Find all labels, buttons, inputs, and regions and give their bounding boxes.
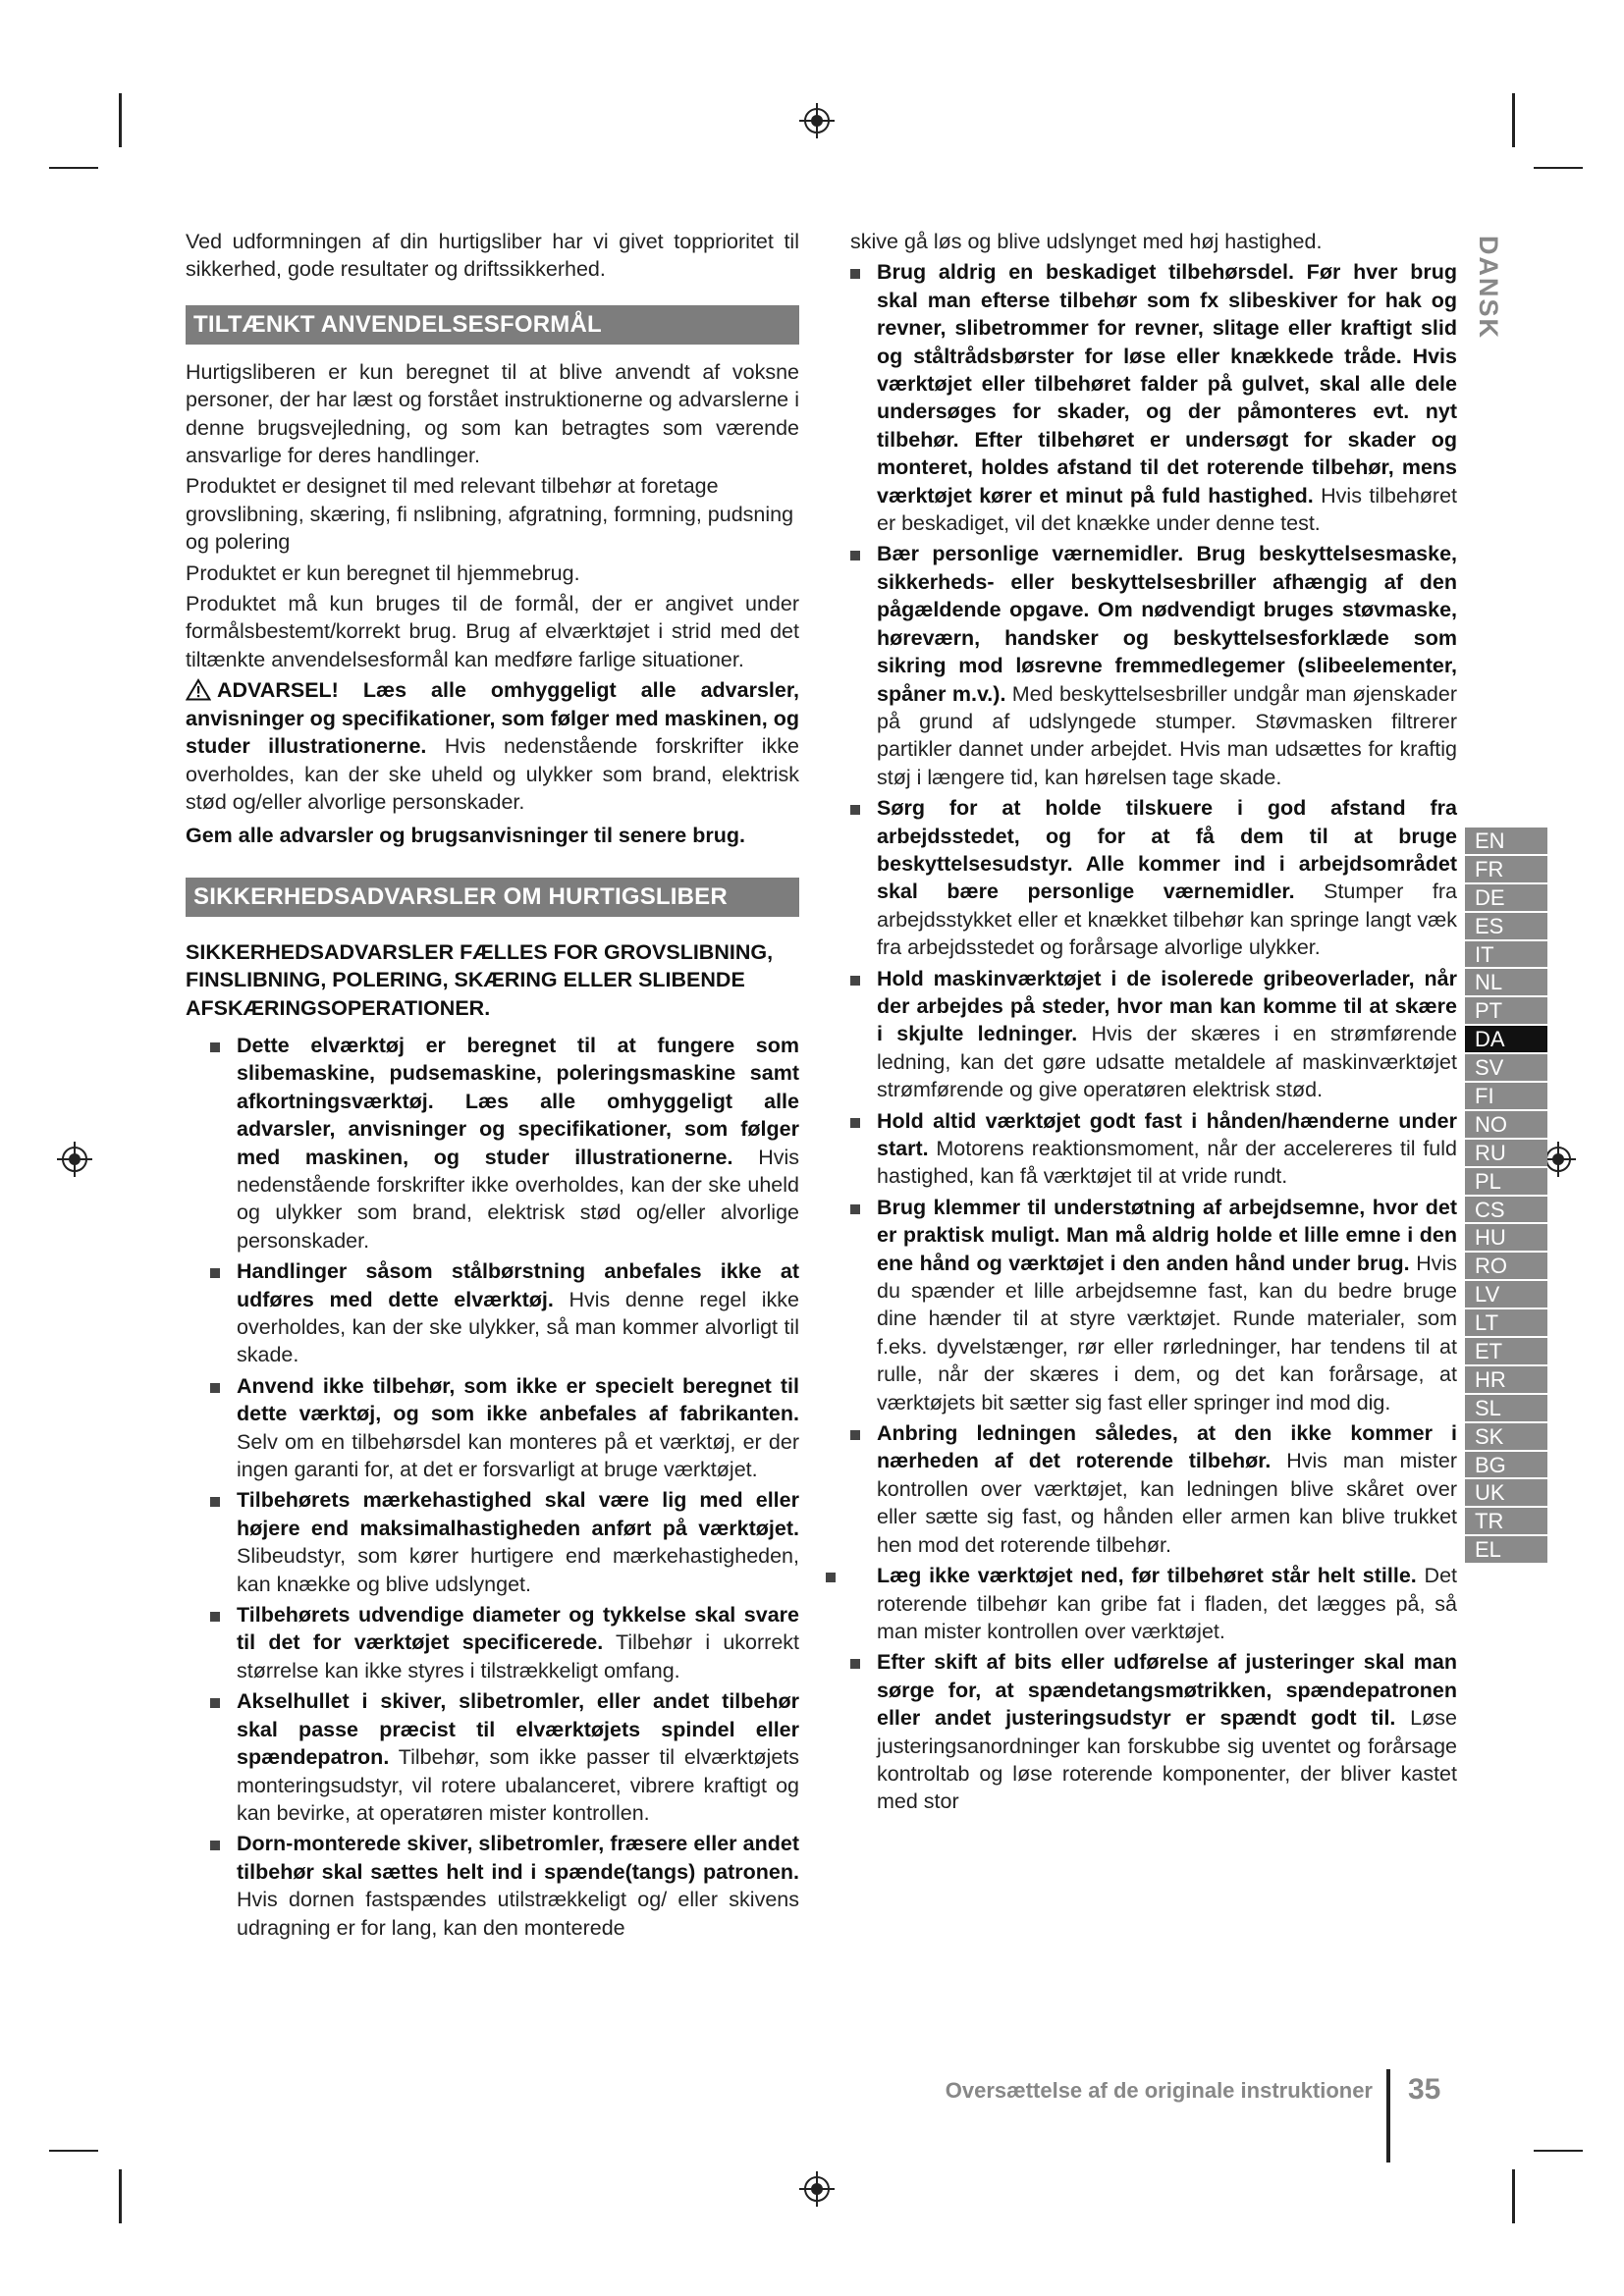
language-tab-pl: PL	[1465, 1168, 1547, 1197]
bullet-bold-text: Brug klemmer til understøtning af arbejdsemne, hvor det er praktisk muligt. Man må aldrig holde et lille emne i den ene hånd og værktøjet i den anden hånd under brug.	[877, 1195, 1457, 1275]
bullet-text: Hvis der skæres i en strømførende ledning, kan det gøre udsatte metaldele af maskinværktøjet strømførende og give operatøren elektrisk stød.	[877, 1022, 1457, 1102]
bullet-item	[210, 1601, 799, 1684]
bullet-bold-text: Hold maskinværktøjet i de isolerede gribeoverlader, når der arbejdes på steder, hvor man kan komme til at skære i skjulte ledninger.	[877, 966, 1457, 1046]
bullet-bold-text: Anbring ledningen således, at den ikke kommer i nærheden af det roterende tilbehør.	[877, 1421, 1457, 1473]
language-tab-hu: HU	[1465, 1224, 1547, 1253]
bullet-item	[850, 794, 1457, 961]
crop-mark	[1534, 2150, 1583, 2152]
bullet-text: Slibeudstyr, som kører hurtigere end mærkehastigheden, kan knække og blive udslynget.	[237, 1544, 799, 1596]
bullet-item	[850, 540, 1457, 791]
bullet-item	[826, 1562, 1457, 1645]
bullet-item	[210, 1372, 799, 1484]
bullet-bold-text: Anvend ikke tilbehør, som ikke er specielt beregnet til dette værktøj, og som ikke anbefales af fabrikanten.	[237, 1373, 799, 1426]
bullet-bold-text: Bær personlige værnemidler. Brug beskyttelsesmaske, sikkerheds- eller beskyttelsesbriller afhængig af den pågældende opgave. Om nødvendigt bruges støvmaske, høreværn, handsker og beskyttelsesforklæde som sikring mod løsrevne fremmedlegemer (slibeelementer, spåner m.v.).	[877, 542, 1457, 706]
bullet-item	[210, 1687, 799, 1827]
bullet-item	[850, 1194, 1457, 1416]
left-column	[186, 228, 799, 1945]
bullet-item	[850, 1419, 1457, 1559]
bullet-text: Løse justeringsanordninger kan forskubbe sig uventet og forårsage kontroltab og løse roterende komponenter, der bliver kastet med stor	[877, 1706, 1457, 1814]
bullet-text: Tilbehør i ukorrekt størrelse kan ikke styres i tilstrækkeligt omfang.	[237, 1630, 799, 1682]
bullet-text: Selv om en tilbehørsdel kan monteres på et værktøj, er der ingen garanti for, at det er forsvarligt at bruge værktøjet.	[237, 1429, 799, 1482]
language-tab-sv: SV	[1465, 1054, 1547, 1083]
bullet-bold-text: Efter skift af bits eller udførelse af justeringer skal man sørge for, at spændetangsmøtrikken, spændepatronen eller andet justeringsudstyr er spændt godt til.	[877, 1650, 1457, 1731]
crop-mark	[119, 93, 122, 147]
bullet-item	[850, 258, 1457, 537]
bullet-text: Stumper fra arbejdsstykket eller et knækket tilbehør kan springe langt væk fra arbejdsstedet og forårsage alvorlige ulykker.	[877, 880, 1457, 960]
bullet-bold-text: Tilbehørets udvendige diameter og tykkelse skal svare til det for værktøjet specificerede.	[237, 1603, 799, 1655]
language-tab-sl: SL	[1465, 1395, 1547, 1423]
keep-instructions	[186, 822, 799, 849]
language-tab-ro: RO	[1465, 1253, 1547, 1281]
bullet-item	[850, 1107, 1457, 1191]
bullet-bold-text: Hold altid værktøjet godt fast i hånden/hænderne under start.	[877, 1108, 1457, 1160]
bullet-text: Hvis du spænder et lille arbejdsemne fast, kan du bedre bruge dine hænder til at styre værktøjet. Runde materialer, som f.eks. dyvelstænger, rør eller rørledninger, har tendens til at rulle, når der skæres i dem, og det kan forårsage, at værktøjets bit sætter sig fast eller springer ind mod dig.	[877, 1251, 1458, 1415]
continuation-text: skive gå løs og blive udslynget med høj hastighed.	[850, 230, 1323, 253]
crop-mark	[1512, 2169, 1515, 2223]
crop-mark	[1512, 93, 1515, 147]
bullet-item	[850, 1648, 1457, 1815]
registration-mark-icon	[797, 101, 837, 140]
language-tabs	[1465, 828, 1547, 1565]
section-heading: TILTÆNKT ANVENDELSESFORMÅL	[186, 305, 799, 345]
bullet-item	[210, 1830, 799, 1942]
intro-paragraph: Ved udformningen af din hurtigsliber har vi givet topprioritet til sikkerhed, gode resultater og driftssikkerhed.	[186, 230, 799, 282]
bullet-bold-text: Dette elværktøj er beregnet til at fungere som slibemaskine, pudsemaskine, poleringsmaskine samt afkortningsværktøj. Læs alle omhyggeligt alle advarsler, anvisninger og specifikationer, som følger med maskinen, og studer illustrationerne.	[237, 1033, 799, 1169]
warning-text: Hvis nedenstående forskrifter ikke overholdes, kan der ske uheld og ulykker som brand, elektrisk stød og/eller alvorlige personskader.	[186, 734, 799, 814]
section-heading: SIKKERHEDSADVARSLER OM HURTIGSLIBER	[186, 878, 799, 917]
bullet-text: Det roterende tilbehør kan gribe fat i fladen, det lægges på, så man mister kontrollen over værktøjet.	[877, 1564, 1457, 1643]
crop-mark	[49, 167, 98, 169]
language-tab-hr: HR	[1465, 1366, 1547, 1395]
crop-mark	[1534, 167, 1583, 169]
registration-mark-icon	[55, 1140, 94, 1179]
side-language-label	[1469, 234, 1504, 342]
crop-mark	[49, 2150, 98, 2152]
language-tab-uk: UK	[1465, 1479, 1547, 1508]
language-tab-fr: FR	[1465, 856, 1547, 884]
bullet-text: Hvis dornen fastspændes utilstrækkeligt og/ eller skivens udragning er for lang, kan den monterede	[237, 1888, 799, 1940]
language-tab-de: DE	[1465, 884, 1547, 913]
language-tab-lv: LV	[1465, 1281, 1547, 1309]
language-tab-et: ET	[1465, 1338, 1547, 1366]
bullet-text: Motorens reaktionsmoment, når der accelereres til fuld hastighed, kan få værktøjet til at vride rundt.	[877, 1137, 1457, 1189]
bullet-text: Hvis denne regel ikke overholdes, kan der ske ulykker, så man kommer alvorligt til skade.	[237, 1287, 799, 1367]
footer-divider	[1386, 2069, 1390, 2163]
registration-mark-icon	[797, 2169, 837, 2209]
paragraph: Produktet må kun bruges til de formål, der er angivet under formålsbestemt/korrekt brug. Brug af elværktøjet i strid med det tiltænkte anvendelsesformål kan medføre farlige situationer.	[186, 592, 799, 671]
right-bullet-list	[850, 258, 1457, 1815]
warning-paragraph	[186, 676, 799, 816]
bullet-item	[210, 1257, 799, 1369]
language-tab-sk: SK	[1465, 1423, 1547, 1452]
language-tab-lt: LT	[1465, 1309, 1547, 1338]
bullet-bold-text: Dorn-monterede skiver, slibetromler, fræsere eller andet tilbehør skal sættes helt ind i spænde(tangs) patronen.	[237, 1832, 799, 1884]
left-bullet-list	[186, 1032, 799, 1942]
bullet-text: Hvis tilbehøret er beskadiget, vil det knække under denne test.	[877, 483, 1458, 536]
crop-mark	[119, 2169, 122, 2223]
bullet-item	[850, 965, 1457, 1104]
language-tab-el: EL	[1465, 1536, 1547, 1565]
bullet-text: Hvis man mister kontrollen over værktøjet, kan ledningen blive skåret over eller sætte sig fast, og hånden eller armen kan blive trukket hen mod det roterende tilbehør.	[877, 1449, 1457, 1557]
bullet-bold-text: Tilbehørets mærkehastighed skal være lig med eller højere end maksimalhastigheden anført på værktøjet.	[237, 1488, 799, 1540]
bullet-item	[210, 1486, 799, 1598]
bullet-bold-text: Sørg for at holde tilskuere i god afstand fra arbejdsstedet, og for at få dem til at bruge beskyttelsesudstyr. Alle kommer ind i arbejdsområdet skal bære personlige værnemidler.	[877, 796, 1457, 904]
paragraph: Produktet er kun beregnet til hjemmebrug.	[186, 561, 580, 585]
language-tab-ru: RU	[1465, 1140, 1547, 1168]
language-tab-cs: CS	[1465, 1197, 1547, 1225]
language-tab-bg: BG	[1465, 1452, 1547, 1480]
language-tab-fi: FI	[1465, 1083, 1547, 1111]
language-tab-tr: TR	[1465, 1508, 1547, 1536]
bullet-bold-text: Læg ikke værktøjet ned, før tilbehøret står helt stille.	[877, 1564, 1417, 1588]
warning-bold: ADVARSEL! Læs alle omhyggeligt alle advarsler, anvisninger og specifikationer, som følger med maskinen, og studer illustrationerne.	[186, 678, 799, 759]
bullet-text: Med beskyttelsesbriller undgår man øjenskader på grund af udslyngede stumper. Støvmasken filtrerer partikler dannet under arbejdet. Hvis man udsættes for kraftig støj i længere tid, kan hørelsen tage skade.	[877, 681, 1457, 789]
warning-triangle-icon	[186, 678, 211, 701]
bullet-text: Tilbehør, som ikke passer til elværktøjets monteringsudstyr, vil rotere ubalanceret, vibrere kraftigt og kan bevirke, at operatøren mister kontrollen.	[237, 1745, 799, 1825]
bullet-bold-text: Akselhullet i skiver, slibetromler, eller andet tilbehør skal passe præcist til elværktøjets spindel eller spændepatron.	[237, 1689, 799, 1770]
language-tab-pt: PT	[1465, 997, 1547, 1026]
bullet-item	[210, 1032, 799, 1255]
svg-text:DANSK: DANSK	[1473, 235, 1503, 341]
right-column	[850, 228, 1457, 1819]
language-tab-nl: NL	[1465, 969, 1547, 997]
paragraph: Produktet er designet til med relevant tilbehør at foretage grovslibning, skæring, fi nslibning, afgratning, formning, pudsning og polering	[186, 474, 794, 555]
language-tab-it: IT	[1465, 941, 1547, 970]
bullet-bold-text: Brug aldrig en beskadiget tilbehørsdel. Før hver brug skal man efterse tilbehør som fx slibeskiver for hak og revner, slibetrommer for revner, slitage eller kraftigt slid og ståltrådsbørster for løse eller knækkede tråde. Hvis værktøjet eller tilbehøret falder på gulvet, skal alle dele undersøges for skader, og der påmonteres evt. nyt tilbehør. Efter tilbehøret er undersøgt for skader og monteret, holdes afstand til det roterende tilbehør, mens værktøjet kører et minut på fuld hastighed.	[877, 260, 1457, 507]
language-tab-no: NO	[1465, 1111, 1547, 1140]
paragraph: Hurtigsliberen er kun beregnet til at blive anvendt af voksne personer, der har læst og forstået instruktionerne og advarslerne i denne brugsvejledning, og som kan betragtes som værende ansvarlige for deres handlinger.	[186, 359, 799, 468]
language-tab-es: ES	[1465, 913, 1547, 941]
bullet-text: Hvis nedenstående forskrifter ikke overholdes, kan der ske uheld og ulykker som brand, elektrisk stød og/eller alvorlige personskader.	[237, 1145, 800, 1253]
keep-instructions-text: Gem alle advarsler og brugsanvisninger til senere brug.	[186, 824, 745, 848]
language-tab-da: DA	[1465, 1026, 1547, 1054]
bullet-bold-text: Handlinger såsom stålbørstning anbefales ikke at udføres med dette elværktøj.	[237, 1259, 799, 1311]
page-number: 35	[1408, 2073, 1441, 2106]
subheading: SIKKERHEDSADVARSLER FÆLLES FOR GROVSLIBNING, FINSLIBNING, POLERING, SKÆRING ELLER SLIBENDE AFSKÆRINGSOPERATIONER.	[186, 939, 774, 1020]
footer-text: Oversættelse af de originale instruktioner	[945, 2078, 1373, 2103]
language-tab-en: EN	[1465, 828, 1547, 856]
